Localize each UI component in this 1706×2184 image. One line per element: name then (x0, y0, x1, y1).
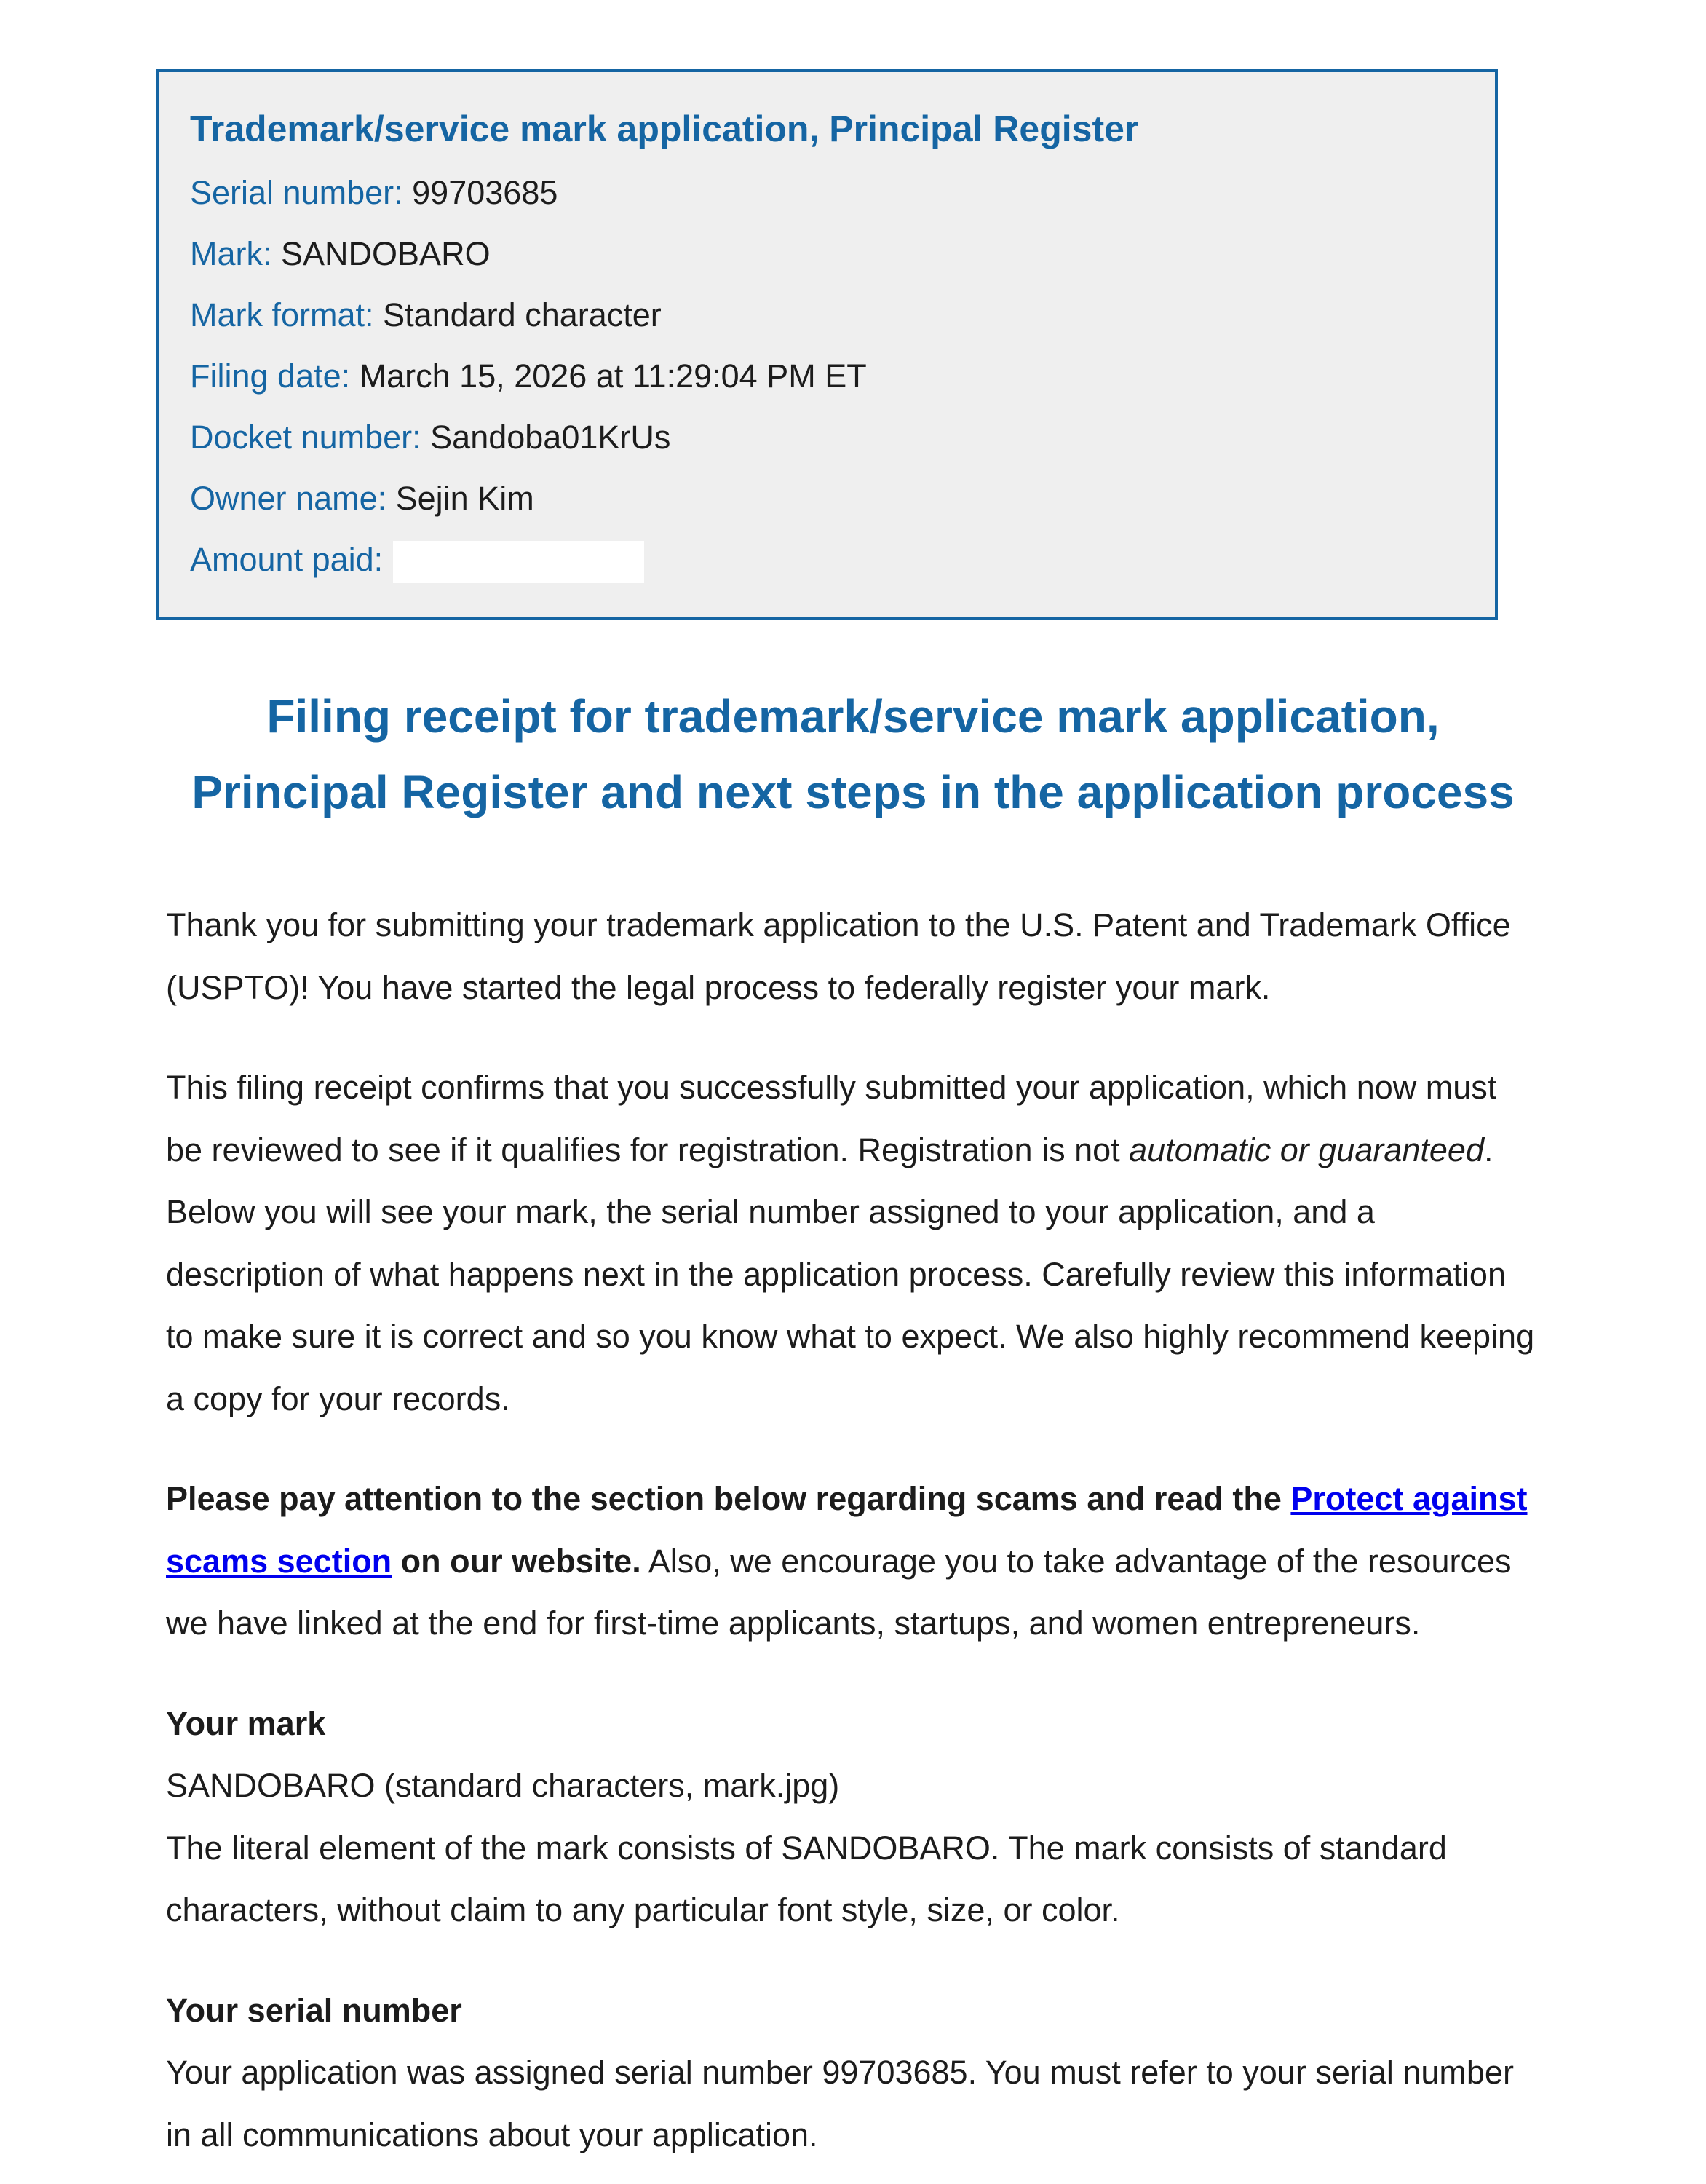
field-label-serial-number: Serial number: (190, 174, 403, 211)
receipt-text-before: This filing receipt confirms that you successfully submitted your application, which now must be reviewed to see if it qualifies for registration. Registration is not (166, 1069, 1497, 1168)
field-filing-date (190, 357, 1464, 395)
scam-warning-bold-before: Please pay attention to the section below regarding scams and read the (166, 1480, 1291, 1518)
field-label-filing-date: Filing date: (190, 357, 351, 395)
scam-warning-rest: Also, we encourage you to take advantage of the resources we have linked at the end for first-time applicants, startups, and women entrepreneurs. (166, 1542, 1512, 1642)
your-serial-number-heading: Your serial number (166, 1991, 462, 2029)
field-mark-format (190, 296, 1464, 334)
field-value-docket-number: Sandoba01KrUs (430, 419, 671, 456)
redacted-amount-value (393, 541, 644, 583)
main-content (166, 894, 1542, 2166)
field-mark (190, 235, 1464, 273)
application-summary-box (156, 69, 1498, 620)
field-label-mark: Mark: (190, 235, 272, 272)
field-value-mark-format: Standard character (383, 296, 662, 333)
field-value-serial-number: 99703685 (412, 174, 558, 211)
your-mark-section (166, 1693, 1542, 1942)
field-value-owner-name: Sejin Kim (395, 480, 534, 517)
summary-box-title: Trademark/service mark application, Principal Register (190, 108, 1139, 149)
field-serial-number (190, 174, 1464, 212)
your-mark-line2: The literal element of the mark consists of SANDOBARO. The mark consists of standard characters, without claim to any particular font style, size, or color. (166, 1829, 1447, 1929)
field-value-mark: SANDOBARO (281, 235, 491, 272)
your-serial-number-body: Your application was assigned serial number 99703685. You must refer to your serial number in all communications about your application. (166, 2054, 1514, 2153)
page-title-line2: Principal Register and next steps in the application process (191, 765, 1515, 818)
field-label-amount-paid: Amount paid: (190, 541, 384, 578)
field-label-docket-number: Docket number: (190, 419, 421, 456)
field-docket-number (190, 419, 1464, 456)
receipt-text-after: . Below you will see your mark, the serial number assigned to your application, and a description of what happens next in the application process. Carefully review this information to make sure it is correct and so you know what to expect. We also highly recommend keeping a copy for your records. (166, 1131, 1535, 1417)
scam-warning-paragraph (166, 1468, 1542, 1655)
your-serial-number-section (166, 1979, 1542, 2167)
page-title-line1: Filing receipt for trademark/service mark application, (266, 690, 1440, 743)
your-mark-line1: SANDOBARO (standard characters, mark.jpg) (166, 1767, 840, 1805)
protect-against-scams-link[interactable]: Protect against scams section (166, 1480, 1528, 1580)
field-label-mark-format: Mark format: (190, 296, 374, 333)
scam-warning-bold-after: on our website. (392, 1542, 641, 1580)
receipt-text-italic: automatic or guaranteed (1129, 1131, 1484, 1168)
field-value-filing-date: March 15, 2026 at 11:29:04 PM ET (359, 357, 867, 395)
field-label-owner-name: Owner name: (190, 480, 387, 517)
field-amount-paid (190, 541, 1464, 583)
field-owner-name (190, 480, 1464, 518)
your-mark-heading: Your mark (166, 1704, 326, 1742)
page-title (29, 679, 1677, 830)
receipt-confirmation-paragraph (166, 1056, 1542, 1430)
intro-paragraph: Thank you for submitting your trademark application to the U.S. Patent and Trademark Office (USPTO)! You have started the legal process to federally register your mark. (166, 906, 1511, 1006)
